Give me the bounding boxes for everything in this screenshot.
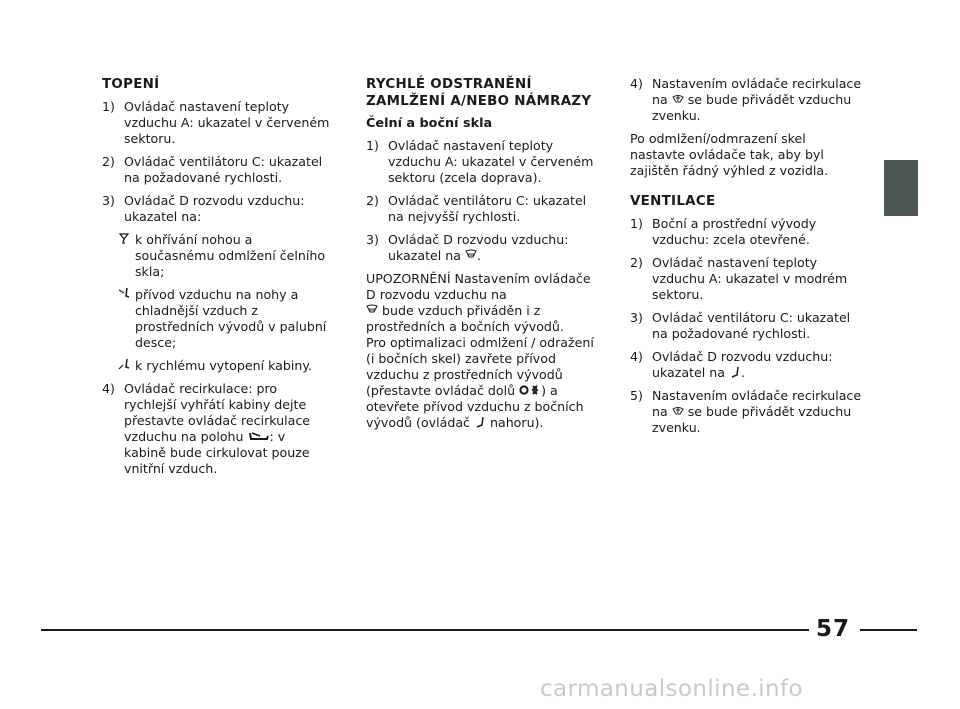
list-item: 3) Ovládač ventilátoru C: ukazatel na požadované rychlosti. <box>630 310 851 341</box>
ventilation-steps <box>630 216 862 436</box>
heading-ventilation: VENTILACE <box>630 194 716 209</box>
sub-item: k ohřívání nohou a současnému odmlžení čelního skla; <box>118 232 330 280</box>
list-item: 3) Ovládač D rozvodu vzduchu: ukazatel na . <box>366 232 569 263</box>
list-item: 4) Nastavením ovládače recirkulace na se bude přivádět vzduchu zvenku. <box>630 76 862 123</box>
list-item: 4) Ovládač recirkulace: pro rychlejší vyhřátí kabiny dejte přestavte ovládač recirkulace vzduchu na polohu : v kabině bude cirkulovat pouze vnitřní vzduch. <box>102 381 311 476</box>
list-item: 1) Ovládač nastavení teploty vzduchu A: ukazatel v červeném sektoru (zcela doprava). <box>366 138 594 185</box>
column-defrost <box>366 76 594 438</box>
list-item: 1) Ovládač nastavení teploty vzduchu A: ukazatel v červeném sektoru. <box>102 99 330 146</box>
paragraph: Po odmlžení/odmrazení skel nastavte ovládače tak, aby byl zajištěn řádný výhled z vozidla. <box>630 131 829 178</box>
feet-icon <box>118 358 130 370</box>
outside-air-icon <box>672 93 684 105</box>
vent-open-icon <box>474 416 486 428</box>
column-heating <box>102 76 330 484</box>
list-item: 2) Ovládač ventilátoru C: ukazatel na požadované rychlosti. <box>102 154 323 185</box>
column-ventilation <box>630 76 862 443</box>
windshield-feet-icon <box>118 232 130 244</box>
feet-vent-icon <box>118 287 130 299</box>
list-item: 5) Nastavením ovládače recirkulace na se bude přivádět vzduchu zvenku. <box>630 388 862 435</box>
recirculation-icon <box>248 430 270 442</box>
sub-item: přívod vzduchu na nohy a chladnější vzduch z prostředních vývodů v palubní desce; <box>118 287 330 351</box>
list-item: 3) Ovládač D rozvodu vzduchu: ukazatel na: <box>102 193 305 224</box>
heating-steps <box>102 99 330 225</box>
subheading-windows: Čelní a boční skla <box>366 116 493 131</box>
list-item: 2) Ovládač nastavení teploty vzduchu A: ukazatel v modrém sektoru. <box>630 255 848 302</box>
sub-item: k rychlému vytopení kabiny. <box>118 358 330 374</box>
list-item: 1) Boční a prostřední vývody vzduchu: zcela otevřené. <box>630 216 817 247</box>
page-number: 57 <box>816 616 851 642</box>
list-item: 4) Ovládač D rozvodu vzduchu: ukazatel na . <box>630 349 833 380</box>
warning-note: UPOZORNĚNÍ Nastavením ovládače D rozvodu vzduchu na bude vzduch přiváděn i z prostředních a bočních vývodů. Pro optimalizaci odmlžení / odražení (i bočních skel) zavřete přívod vzduchu z prostředních vývodů (přestavte ovládač dolů ) a otevřete přívod vzduchu z bočních vývodů (ovládač nahoru). <box>366 271 594 430</box>
vent-closed-icon <box>519 384 541 396</box>
defrost-steps <box>366 138 594 264</box>
list-item: 2) Ovládač ventilátoru C: ukazatel na nejvyšší rychlosti. <box>366 193 587 224</box>
watermark: carmanualsonline.info <box>540 676 803 702</box>
section-tab <box>884 160 918 216</box>
footer-rule <box>41 629 809 631</box>
footer-rule <box>860 629 917 631</box>
windshield-defrost-icon <box>366 304 378 316</box>
vent-open-icon <box>729 366 741 378</box>
outside-air-icon <box>672 405 684 417</box>
windshield-defrost-icon <box>465 249 477 261</box>
heading-defrost: RYCHLÉ ODSTRANĚNÍ ZAMLŽENÍ A/NEBO NÁMRAZY <box>366 77 592 109</box>
heading-heating: TOPENÍ <box>102 77 160 92</box>
